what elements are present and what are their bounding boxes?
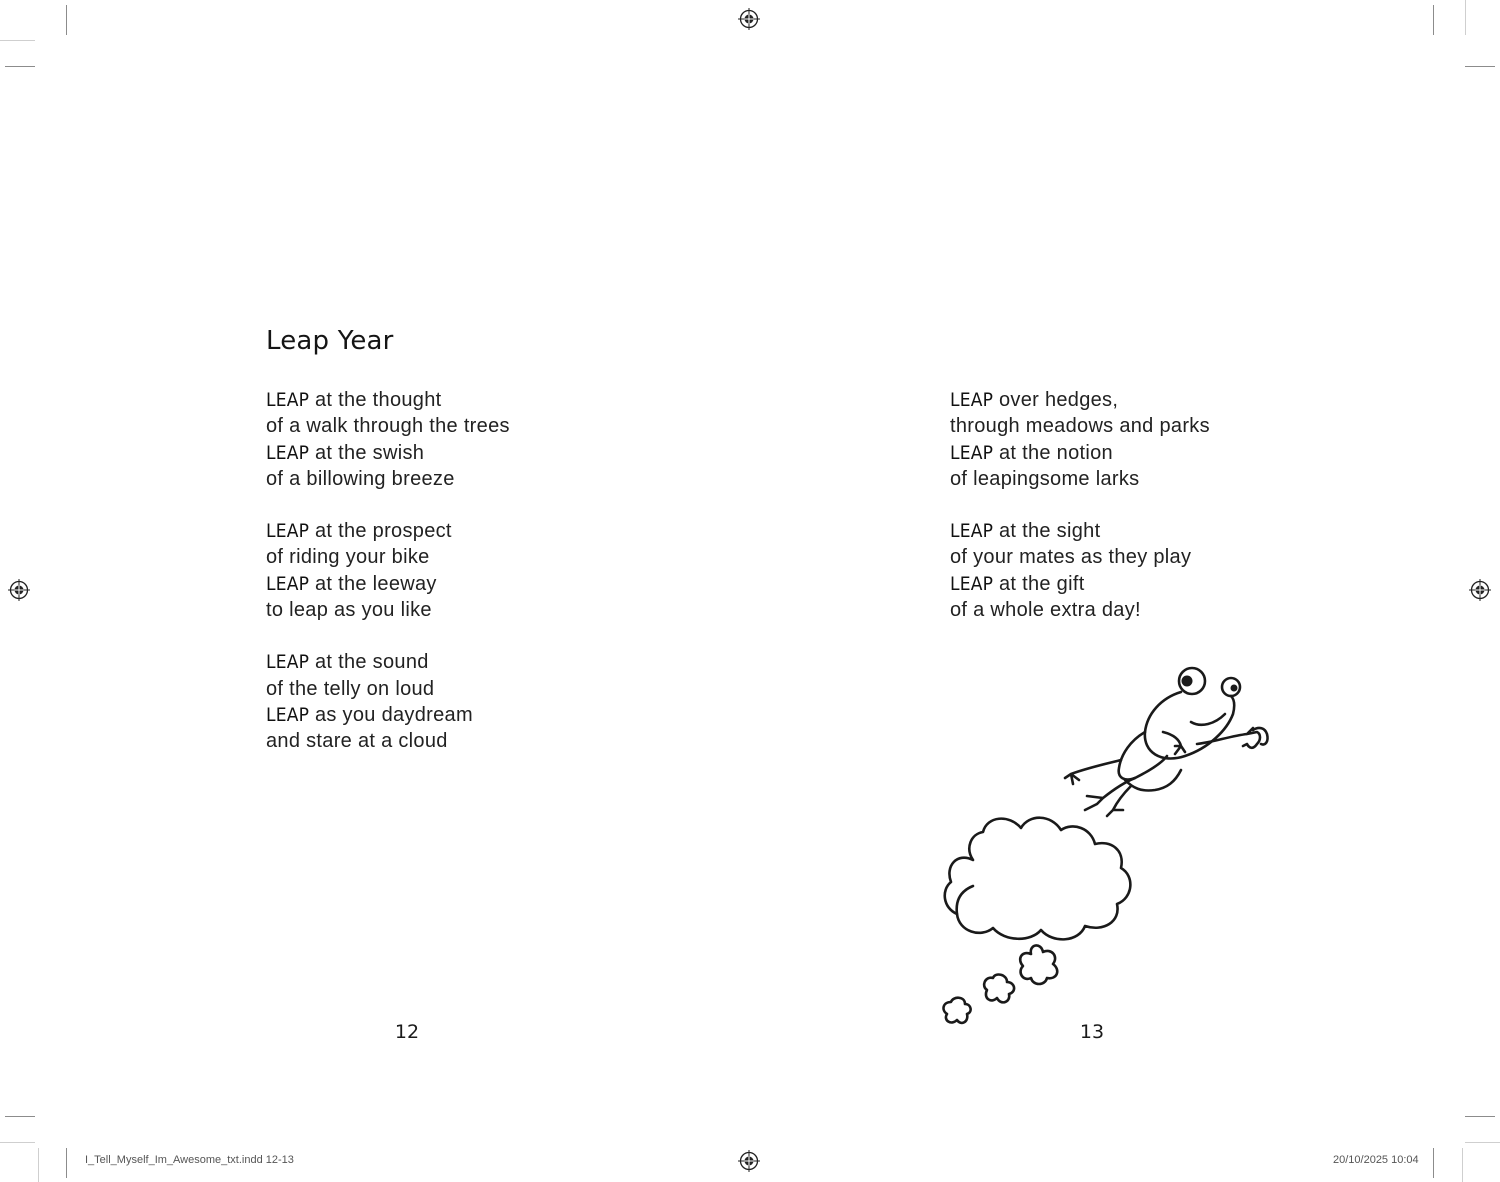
page-number-right: 13 <box>1079 1021 1105 1043</box>
small-cloud-icon <box>1020 945 1057 984</box>
line-text: of the telly on loud <box>266 677 435 700</box>
crop-mark <box>1465 1116 1495 1117</box>
poem-title: Leap Year <box>266 326 394 356</box>
poem-line <box>950 544 1310 570</box>
stanza <box>266 387 626 492</box>
line-text: at the thought <box>309 389 442 411</box>
line-text: at the sight <box>993 520 1101 543</box>
poem-line <box>950 466 1310 492</box>
slug-timestamp: 20/10/2025 10:04 <box>1333 1154 1419 1166</box>
poem-line <box>950 597 1310 623</box>
crop-mark <box>1465 66 1495 67</box>
line-text: at the gift <box>993 572 1085 595</box>
line-text: and stare at a cloud <box>266 730 448 753</box>
line-text: at the swish <box>309 441 425 464</box>
registration-mark-icon <box>738 8 760 30</box>
line-text: at the sound <box>309 651 429 674</box>
line-keyword: LEAP <box>266 703 310 726</box>
frog-illustration <box>935 660 1280 1030</box>
poem-line <box>266 702 626 728</box>
line-keyword: LEAP <box>266 441 310 464</box>
registration-mark-icon <box>1469 579 1491 601</box>
line-text: of your mates as they play <box>950 546 1192 569</box>
line-text: to leap as you like <box>266 599 432 622</box>
line-keyword: LEAP <box>266 651 310 674</box>
crop-mark <box>0 1142 35 1143</box>
poem-line <box>266 597 626 623</box>
poem-line <box>266 649 626 675</box>
stanza <box>950 387 1310 492</box>
slug-filename: I_Tell_Myself_Im_Awesome_txt.indd 12-13 <box>85 1154 294 1166</box>
poem-line <box>950 571 1310 597</box>
poem-line <box>266 728 626 754</box>
frog-icon <box>1065 668 1268 816</box>
crop-mark <box>0 40 35 41</box>
line-keyword: LEAP <box>266 389 310 411</box>
crop-mark <box>1433 5 1434 35</box>
page-number-left: 12 <box>394 1021 420 1043</box>
line-text: of riding your bike <box>266 546 430 569</box>
poem-line <box>266 387 626 413</box>
crop-mark <box>1462 1148 1463 1182</box>
poem-line <box>266 466 626 492</box>
line-keyword: LEAP <box>950 572 994 595</box>
line-keyword: LEAP <box>950 520 994 543</box>
line-text: over hedges, <box>993 389 1119 411</box>
crop-mark <box>1465 0 1466 35</box>
stanza <box>950 518 1310 623</box>
line-text: through meadows and parks <box>950 415 1210 438</box>
crop-mark <box>66 5 67 35</box>
right-page-poem <box>950 387 1310 649</box>
poem-line <box>266 544 626 570</box>
poem-line <box>950 518 1310 544</box>
crop-mark <box>5 66 35 67</box>
crop-mark <box>38 1148 39 1182</box>
small-cloud-icon <box>984 975 1014 1003</box>
line-keyword: LEAP <box>266 520 310 543</box>
registration-mark-icon <box>8 579 30 601</box>
line-text: of leapingsome larks <box>950 467 1140 490</box>
line-keyword: LEAP <box>950 441 994 464</box>
line-keyword: LEAP <box>266 572 310 595</box>
poem-line <box>950 387 1310 413</box>
stanza <box>266 518 626 623</box>
poem-line <box>950 413 1310 439</box>
line-text: at the prospect <box>309 520 452 543</box>
cloud-icon <box>945 818 1131 940</box>
crop-mark <box>5 1116 35 1117</box>
poem-line <box>266 440 626 466</box>
poem-line <box>950 440 1310 466</box>
line-text: at the leeway <box>309 572 437 595</box>
line-text: of a billowing breeze <box>266 467 455 490</box>
line-text: as you daydream <box>309 703 473 726</box>
poem-line <box>266 676 626 702</box>
line-text: at the notion <box>993 441 1113 464</box>
line-text: of a walk through the trees <box>266 415 510 438</box>
line-keyword: LEAP <box>950 389 994 411</box>
registration-mark-icon <box>738 1150 760 1172</box>
stanza <box>266 649 626 754</box>
line-text: of a whole extra day! <box>950 599 1141 622</box>
poem-line <box>266 413 626 439</box>
crop-mark <box>66 1148 67 1178</box>
poem-line <box>266 518 626 544</box>
poem-line <box>266 571 626 597</box>
small-cloud-icon <box>944 998 971 1023</box>
crop-mark <box>1465 1142 1500 1143</box>
left-page-poem <box>266 387 626 781</box>
crop-mark <box>1433 1148 1434 1178</box>
